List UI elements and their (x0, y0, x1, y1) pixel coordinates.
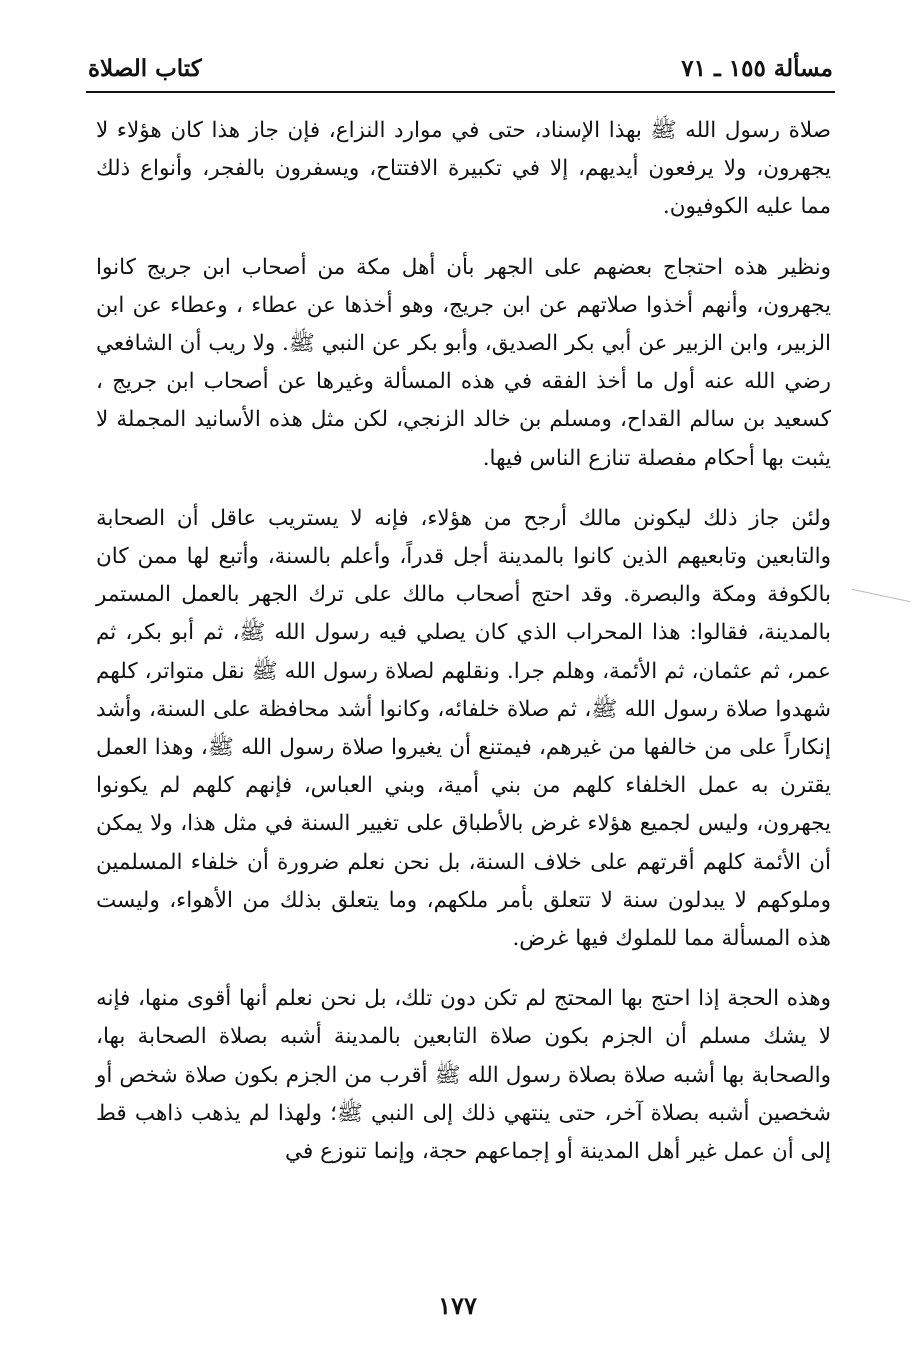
page-number: ١٧٧ (438, 1291, 477, 1320)
paragraph-2: ونظير هذه احتجاج بعضهم على الجهر بأن أهل مكة من أصحاب ابن جريج كانوا يجهرون، وأنهم أخذوا صلاتهم عن ابن جريج، وهو أخذها عن عطاء ، وعطاء عن ابن الزبير، وابن الزبير عن أبي بكر الصديق، وأبو بكر عن النبي ﷺ. ولا ريب أن الشافعي رضي الله عنه أول ما أخذ الفقه في هذه المسألة وغيرها عن أصحاب ابن جريج ، كسعيد بن سالم القداح، ومسلم بن خالد الزنجي، لكن مثل هذه الأسانيد المجملة لا يثبت بها أحكام مفصلة تنازع الناس فيها. (96, 254, 831, 471)
header-section-number: مسألة ١٥٥ ـ ٧١ (681, 55, 833, 82)
paragraph-3: ولئن جاز ذلك ليكونن مالك أرجح من هؤلاء، فإنه لا يستريب عاقل أن الصحابة والتابعين وتابعيهم الذين كانوا بالمدينة أجل قدراً، وأعلم بالسنة، وأتبع لها ممن كان بالكوفة ومكة والبصرة. وقد احتج أصحاب مالك على ترك الجهر بالعمل المستمر بالمدينة، فقالوا: هذا المحراب الذي كان يصلي فيه رسول الله ﷺ، ثم أبو بكر، ثم عمر، ثم عثمان، ثم الأئمة، وهلم جرا. ونقلهم لصلاة رسول الله ﷺ نقل متواتر، كلهم شهدوا صلاة رسول الله ﷺ، ثم صلاة خلفائه، وكانوا أشد محافظة على السنة، وأشد إنكاراً على من خالفها من غيرهم، فيمتنع أن يغيروا صلاة رسول الله ﷺ، وهذا العمل يقترن به عمل الخلفاء كلهم من بني أمية، وبني العباس، فإنهم كلهم لم يكونوا يجهرون، وليس لجميع هؤلاء غرض بالأطباق على تغيير السنة في مثل هذا، ولا يمكن أن الأئمة كلهم أقرتهم على خلاف السنة، بل نحن نعلم ضرورة أن خلفاء المسلمين وملوكهم لا يبدلون سنة لا تتعلق بأمر ملكهم، وما يتعلق بذلك من الأهواء، وليست هذه المسألة مما للملوك فيها غرض. (96, 505, 831, 952)
body-text (96, 112, 831, 1171)
header-rule (86, 91, 835, 93)
header-chapter-title: كتاب الصلاة (88, 55, 202, 82)
paragraph-1: صلاة رسول الله ﷺ بهذا الإسناد، حتى في موارد النزاع، فإن جاز هذا كان هؤلاء لا يجهرون، ولا يرفعون أيديهم، إلا في تكبيرة الافتتاح، ويسفرون بالفجر، وأنواع ذلك مما عليه الكوفيون. (96, 118, 831, 220)
running-header (88, 48, 833, 84)
scan-mark (852, 589, 911, 602)
paragraph-4: وهذه الحجة إذا احتج بها المحتج لم تكن دون تلك، بل نحن نعلم أنها أقوى منها، فإنه لا يشك مسلم أن الجزم بكون صلاة التابعين بالمدينة أشبه بصلاة الصحابة بها، والصحابة بها أشبه صلاة بصلاة رسول الله ﷺ أقرب من الجزم بكون صلاة شخص أو شخصين أشبه بصلاة آخر، حتى ينتهي ذلك إلى النبي ﷺ؛ ولهذا لم يذهب ذاهب قط إلى أن عمل غير أهل المدينة أو إجماعهم حجة، وإنما تنوزع في (96, 986, 831, 1165)
